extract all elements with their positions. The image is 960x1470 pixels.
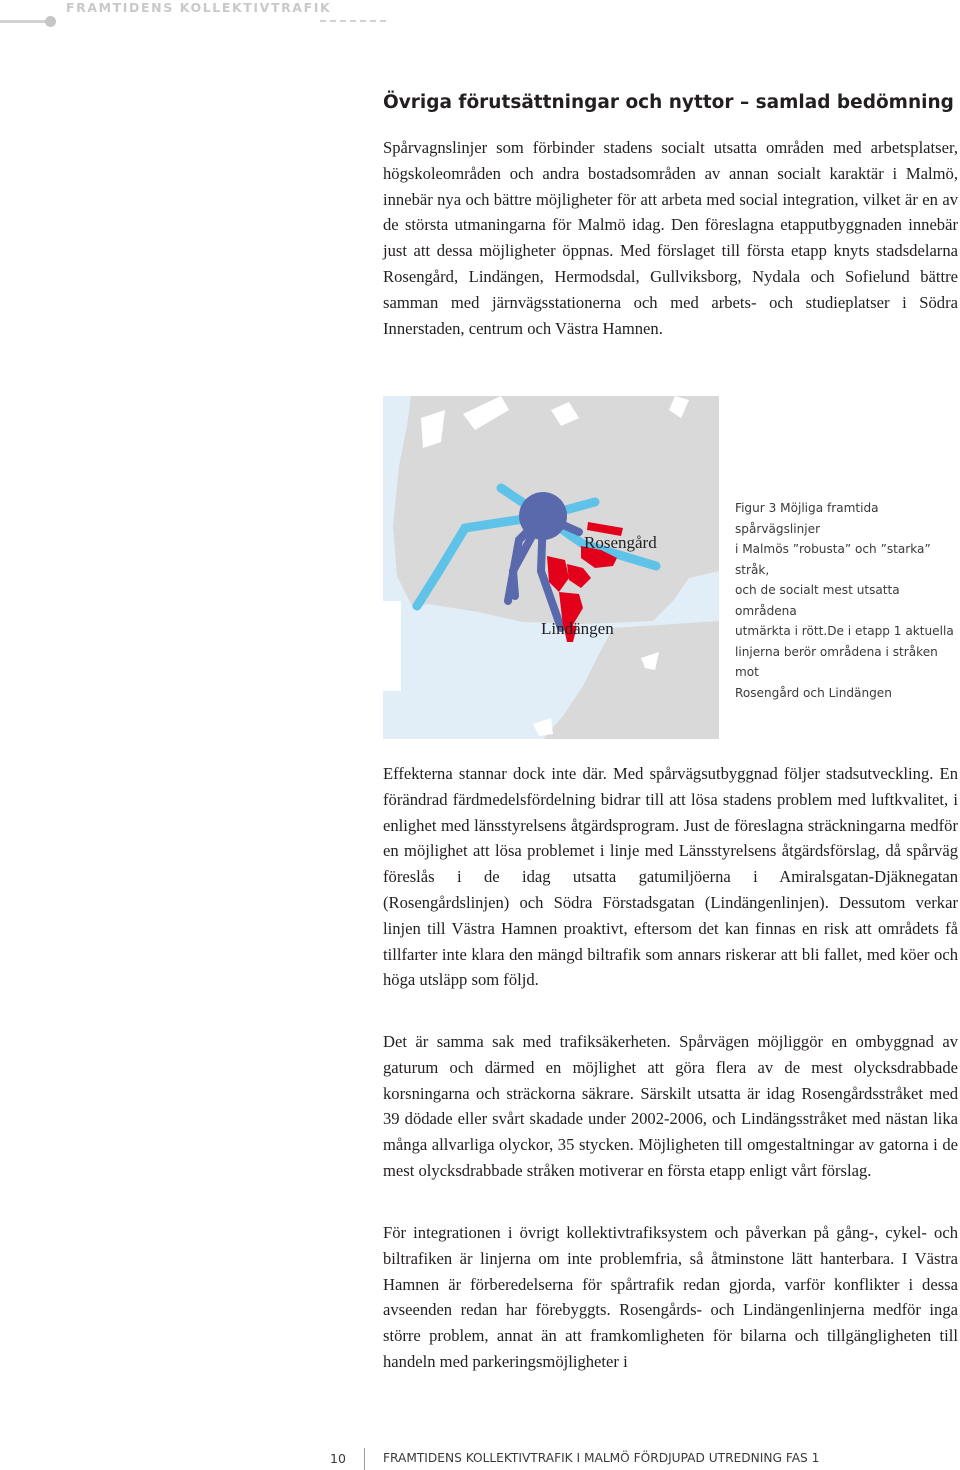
paragraph-traffic-safety: Det är samma sak med trafiksäkerheten. Spårvägen möjliggör en ombyggnad av gaturum och därmed en möjlighet att göra flera av de mest olycksdrabbade korsningarna och sträckorna säkrare. Särskilt utsatta är idag Rosengårdsstråket med 39 dödade eller svårt skadade under 2002-2006, och Lindängsstråket med nästan lika många allvarliga olyckor, 35 stycken. Möjligheten till omgestaltningar av gatorna i de mest olycksdrabbade stråken motiverar en första etapp enligt vårt förslag. xyxy=(383,1032,958,1180)
paragraph-intro: Spårvagnslinjer som förbinder stadens socialt utsatta områden med arbetsplatser, högskoleområden och andra bostadsområden av annan socialt karaktär i Malmö, innebär nya och bättre möjligheter för att arbeta med social integration, vilket är en av de största utmaningarna för Malmö idag. Den föreslagna etapputbyggnaden innebär just att dessa möjligheter öppnas. Med förslaget till första etapp knyts stadsdelarna Rosengård, Lindängen, Hermodsdal, Gullviksborg, Nydala och Sofielund bättre samman med järnvägsstationerna och med arbets- och studieplatser i Södra Innerstaden, centrum och Västra Hamnen. xyxy=(383,138,958,338)
section-title: Övriga förutsättningar och nyttor – samlad bedömning xyxy=(383,92,954,113)
central-station-hub xyxy=(519,492,567,540)
map-label-lindangen: Lindängen xyxy=(541,619,614,638)
figure-caption: Figur 3 Möjliga framtida spårvägslinjer i Malmös ”robusta” och ”starka” stråk, och de socialt mest utsatta områdena utmärkta i rött.De i etapp 1 aktuella linjerna berör områdena i stråken mot Rosengård och Lindängen xyxy=(735,501,954,700)
map-label-rosengard: Rosengård xyxy=(584,533,657,552)
header-dashes xyxy=(320,20,386,22)
paragraph-integration: För integrationen i övrigt kollektivtrafiksystem och påverkan på gång-, cykel- och biltrafiken är linjerna om inte problemfria, så åtminstone lätt hanterbara. I Västra Hamnen är förberedelserna för spårtrafik redan gjorda, varför konflikter i dessa avseenden redan har förebyggts. Rosengårds- och Lindängenlinjerna medför inga större problem, annat än att framkomligheten för bilarna och tillgängligheten till handeln med parkeringsmöjligheter i xyxy=(383,1223,958,1371)
header-rule xyxy=(0,20,50,23)
running-footer: FRAMTIDENS KOLLEKTIVTRAFIK I MALMÖ FÖRDJUPAD UTREDNING FAS 1 xyxy=(383,1451,820,1465)
tram-lines-map xyxy=(383,396,719,739)
running-header: FRAMTIDENS KOLLEKTIVTRAFIK xyxy=(66,0,332,15)
paragraph-effects: Effekterna stannar dock inte där. Med spårvägsutbyggnad följer stadsutveckling. En förändrad färdmedelsfördelning bidrar till att lösa stadens problem med luftkvalitet, i enlighet med länsstyrelsens åtgärdsprogram. Just de föreslagna sträckningarna medför en möjlighet att lösa problemet i linje med Länsstyrelsens åtgärdsförslag, då spårväg föreslås i de idag utsatta gatumiljöerna i Amiralsgatan-Djäknegatan (Rosengårdslinjen) och Södra Förstadsgatan (Lindängenlinjen). Dessutom verkar linjen till Västra Hamnen proaktivt, eftersom det kan finnas en risk att områdets få tillfarter inte klara den mängd biltrafik som annars riskerar att bli fallet, med köer och höga utsläpp som följd. xyxy=(383,764,958,990)
page-number: 10 xyxy=(330,1451,346,1466)
map-coast-strip xyxy=(383,601,401,691)
header-dot xyxy=(45,16,56,27)
